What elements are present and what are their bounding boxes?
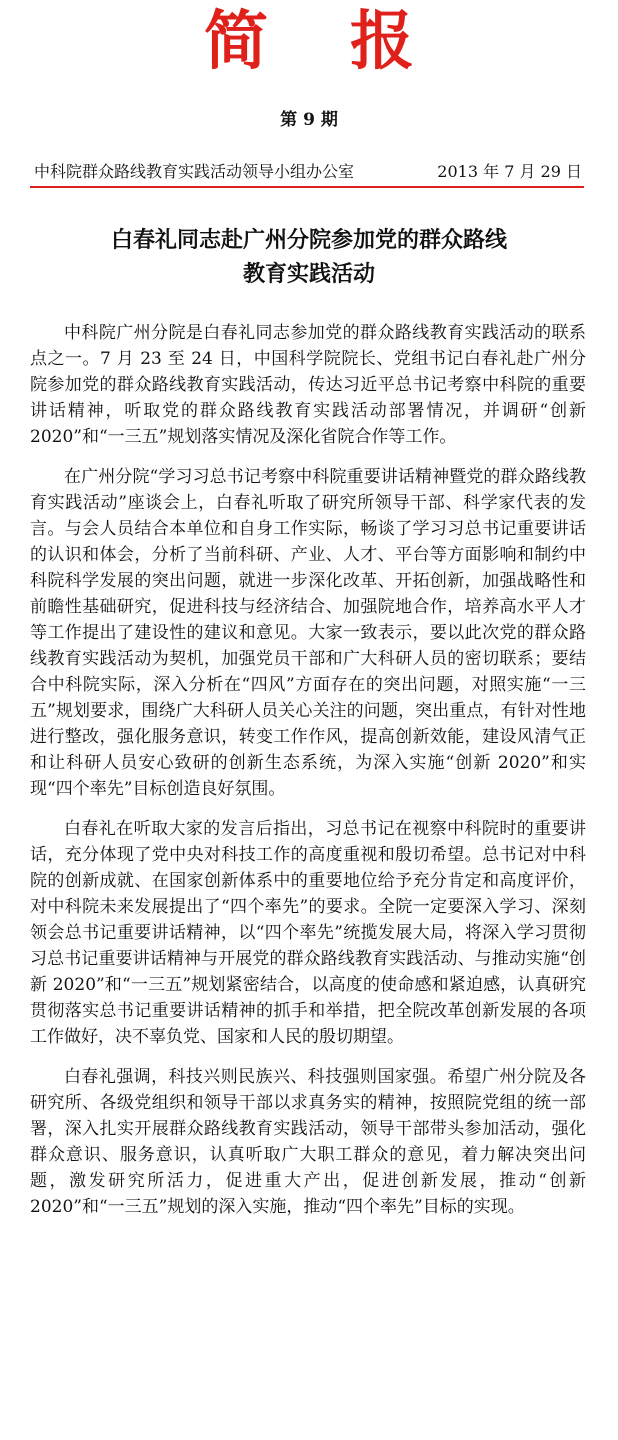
paragraph: 白春礼强调，科技兴则民族兴、科技强则国家强。希望广州分院及各研究所、各级党组织和领导干部以求真务实的精神，按照院党组的统一部署，深入扎实开展群众路线教育实践活动，领导干部带头参加活动，强化群众意识、服务意识，认真听取广大职工群众的意见，着力解决突出问题，激发研究所活力，促进重大产出，促进创新发展，推动“创新 2020”和“一三五”规划的深入实施，推动“四个率先”目标的实现。 (30, 1067, 586, 1217)
paragraph: 在广州分院“学习习总书记考察中科院重要讲话精神暨党的群众路线教育实践活动”座谈会上，白春礼听取了研究所领导干部、科学家代表的发言。与会人员结合本单位和自身工作实际，畅谈了学习习总书记重要讲话的认识和体会，分析了当前科研、产业、人才、平台等方面影响和制约中科院科学发展的突出问题，就进一步深化改革、开拓创新，加强战略性和前瞻性基础研究，促进科技与经济结合、加强院地合作，培养高水平人才等工作提出了建设性的建议和意见。大家一致表示，要以此次党的群众路线教育实践活动为契机，加强党员干部和广大科研人员的密切联系；要结合中科院实际，深入分析在“四风”方面存在的突出问题，对照实施“一三五”规划要求，围绕广大科研人员关心关注的问题，突出重点，有针对性地进行整改，强化服务意识，转变工作作风，提高创新效能，建设风清气正和让科研人员安心致研的创新生态系统，为深入实施“创新 2020”和实现“四个率先”目标创造良好氛围。 (30, 467, 586, 799)
article-body (30, 320, 586, 1234)
article-title-line-2: 教育实践活动 (242, 262, 375, 287)
article-title-line-1: 白春礼同志赴广州分院参加党的群众路线 (110, 228, 507, 253)
issue-number: 第 9 期 (280, 110, 338, 130)
article-title (0, 224, 618, 292)
header-info-line (34, 160, 582, 184)
issuing-organization: 中科院群众路线教育实践活动领导小组办公室 (34, 162, 355, 181)
header-divider (30, 186, 584, 188)
masthead-title: 简报 (204, 5, 496, 79)
paragraph: 白春礼在听取大家的发言后指出，习总书记在视察中科院时的重要讲话，充分体现了党中央对科技工作的高度重视和殷切希望。总书记对中科院的创新成就、在国家创新体系中的重要地位给予充分肯定和高度评价，对中科院未来发展提出了“四个率先”的要求。全院一定要深入学习、深刻领会总书记重要讲话精神，以“四个率先”统揽发展大局，将深入学习贯彻习总书记重要讲话精神与开展党的群众路线教育实践活动、与推动实施“创新 2020”和“一三五”规划紧密结合，以高度的使命感和紧迫感，认真研究贯彻落实总书记重要讲话精神的抓手和举措，把全院改革创新发展的各项工作做好，决不辜负党、国家和人民的殷切期望。 (30, 819, 586, 1047)
paragraph: 中科院广州分院是白春礼同志参加党的群众路线教育实践活动的联系点之一。7 月 23 至 24 日，中国科学院院长、党组书记白春礼赴广州分院参加党的群众路线教育实践活动，传达习近平总书记考察中科院的重要讲话精神，听取党的群众路线教育实践活动部署情况，并调研“创新 2020”和“一三五”规划落实情况及深化省院合作等工作。 (30, 323, 586, 447)
issue-date: 2013 年 7 月 29 日 (437, 162, 582, 181)
